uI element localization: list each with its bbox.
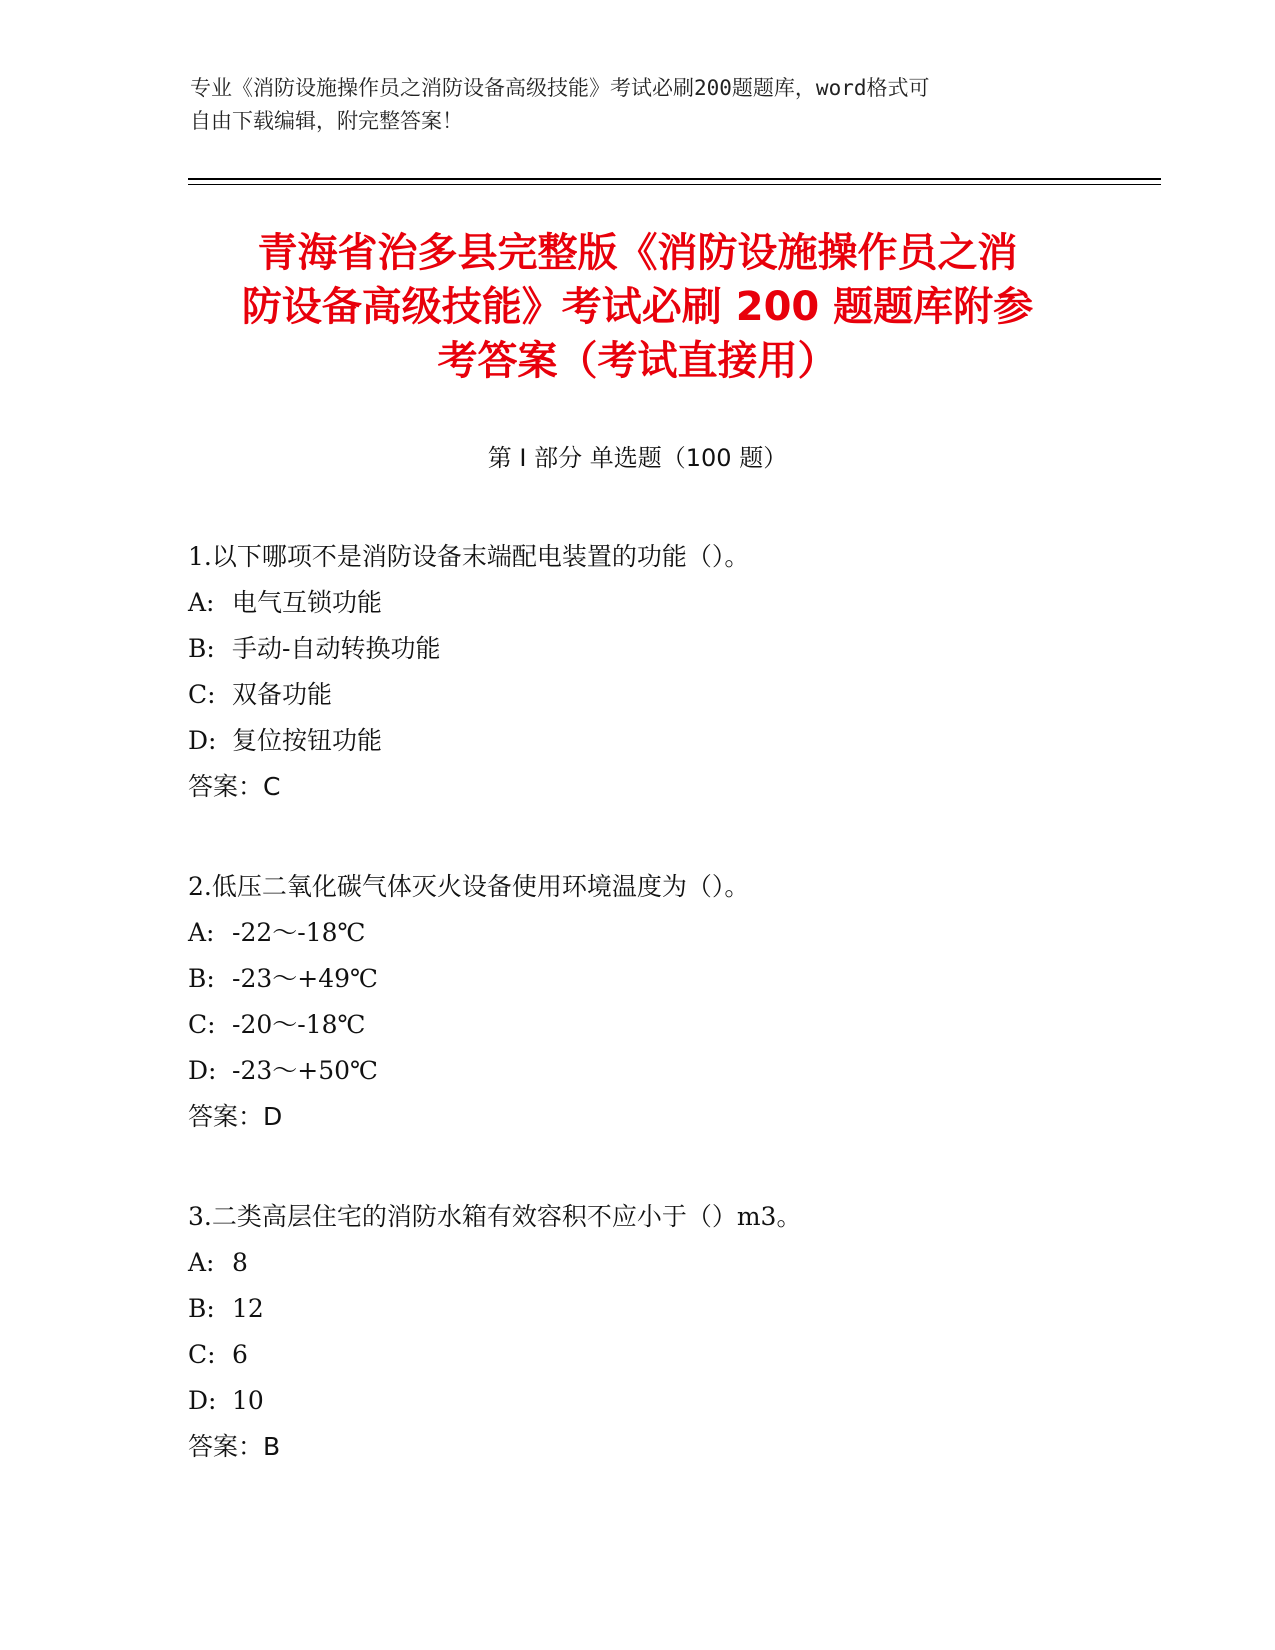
- document-title-line-1: 青海省治多县完整版《消防设施操作员之消: [257, 230, 1018, 276]
- option-letter: C:: [188, 680, 216, 709]
- option-text: -23～+49℃: [232, 964, 378, 993]
- header-divider-thin: [188, 184, 1161, 185]
- header-divider-thick: [188, 178, 1161, 180]
- option-letter: A:: [188, 588, 215, 617]
- option-text: 手动-自动转换功能: [232, 634, 441, 663]
- option-d: [188, 1378, 1148, 1424]
- option-text: -22～-18℃: [232, 918, 366, 947]
- option-text: -23～+50℃: [232, 1056, 378, 1085]
- option-text: 双备功能: [232, 680, 333, 709]
- option-b: [188, 956, 1148, 1002]
- option-text: 电气互锁功能: [232, 588, 383, 617]
- document-title-line-2: 防设备高级技能》考试必刷 200 题题库附参: [241, 284, 1034, 330]
- option-c: [188, 1332, 1148, 1378]
- question-item: [188, 1194, 1148, 1470]
- question-stem: 1.以下哪项不是消防设备末端配电装置的功能（）。: [188, 542, 750, 571]
- question-answer: 答案：B: [188, 1432, 281, 1461]
- question-item: [188, 864, 1148, 1140]
- question-stem: 2.低压二氧化碳气体灭火设备使用环境温度为（）。: [188, 872, 750, 901]
- option-c: [188, 1002, 1148, 1048]
- option-letter: D:: [188, 726, 217, 755]
- option-text: 10: [232, 1386, 264, 1415]
- header-note-line-1: 专业《消防设施操作员之消防设备高级技能》考试必刷200题题库，word格式可: [190, 76, 930, 100]
- option-text: 复位按钮功能: [232, 726, 383, 755]
- option-text: -20～-18℃: [232, 1010, 366, 1039]
- question-answer: 答案：C: [188, 772, 281, 801]
- option-b: [188, 626, 1148, 672]
- question-item: [188, 534, 1148, 810]
- option-letter: B:: [188, 1294, 215, 1323]
- document-title: [150, 226, 1125, 388]
- option-d: [188, 718, 1148, 764]
- option-letter: D:: [188, 1056, 217, 1085]
- section-heading: 第 I 部分 单选题（100 题）: [487, 444, 788, 472]
- option-letter: D:: [188, 1386, 217, 1415]
- option-a: [188, 910, 1148, 956]
- option-letter: A:: [188, 918, 215, 947]
- header-note-line-2: 自由下载编辑，附完整答案！: [190, 109, 463, 133]
- question-answer: 答案：D: [188, 1102, 283, 1131]
- option-letter: B:: [188, 634, 215, 663]
- option-text: 6: [232, 1340, 248, 1369]
- option-letter: C:: [188, 1010, 216, 1039]
- option-letter: C:: [188, 1340, 216, 1369]
- question-list: [188, 534, 1148, 1524]
- option-letter: B:: [188, 964, 215, 993]
- option-b: [188, 1286, 1148, 1332]
- header-note: [190, 72, 1090, 138]
- option-text: 8: [232, 1248, 248, 1277]
- question-stem: 3.二类高层住宅的消防水箱有效容积不应小于（）m3。: [188, 1202, 802, 1231]
- option-letter: A:: [188, 1248, 215, 1277]
- option-a: [188, 580, 1148, 626]
- document-title-line-3: 考答案（考试直接用）: [437, 338, 838, 384]
- option-a: [188, 1240, 1148, 1286]
- option-text: 12: [232, 1294, 264, 1323]
- option-d: [188, 1048, 1148, 1094]
- option-c: [188, 672, 1148, 718]
